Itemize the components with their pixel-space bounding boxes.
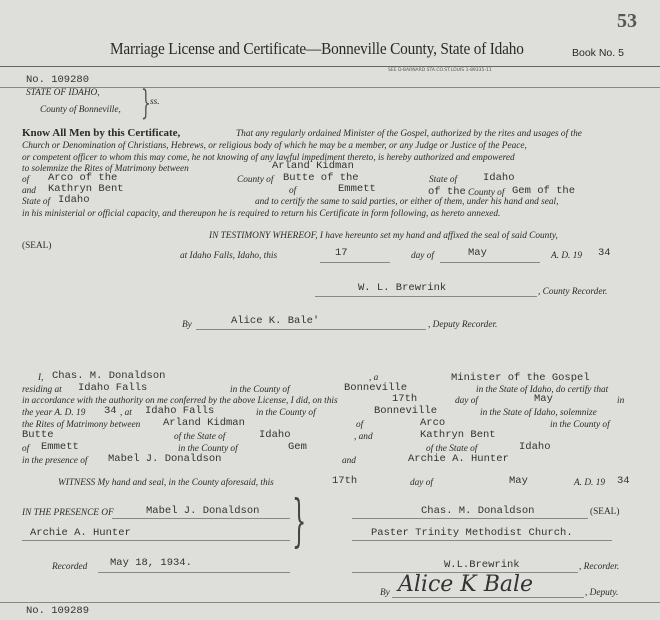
groom-state: Idaho bbox=[259, 429, 291, 441]
deputy-label: , Deputy. bbox=[585, 588, 619, 598]
groom-county: Butte bbox=[22, 429, 54, 441]
page-title: Marriage License and Certificate—Bonneville County, State of Idaho bbox=[110, 39, 524, 58]
ceremony-day: 17th bbox=[392, 393, 418, 405]
bride-name: Kathryn Bent bbox=[420, 429, 496, 441]
bride-city: Emmett bbox=[41, 441, 79, 453]
and-label-w: and bbox=[342, 456, 356, 466]
bride-state: Idaho bbox=[519, 441, 551, 453]
ceremony-month: May bbox=[534, 393, 553, 405]
license-body-4: to solemnize the Rites of Matrimony between bbox=[22, 164, 189, 174]
rule-month bbox=[440, 262, 540, 263]
rule-deputy bbox=[196, 329, 426, 330]
license-bride-state: Idaho bbox=[58, 194, 90, 206]
license-body-3: or competent officer to whom this may come, he not knowing of any lawful impediment thereto, is hereby authorized and empowered bbox=[22, 153, 515, 163]
state-of-label: State of bbox=[429, 175, 458, 185]
county-of-label-2: County of bbox=[468, 188, 505, 198]
witness-day: 17th bbox=[332, 475, 358, 487]
license-bride-name: Kathryn Bent bbox=[48, 183, 124, 195]
year-prefix: the year A. D. 19 bbox=[22, 408, 86, 418]
in-presence-label: IN THE PRESENCE OF bbox=[22, 508, 114, 518]
deputy-recorder-name: Alice K. Bale' bbox=[231, 315, 320, 327]
venue-brace: } bbox=[141, 83, 151, 123]
recorder-label: , Recorder. bbox=[579, 562, 620, 572]
state-heading: STATE OF IDAHO, bbox=[26, 88, 100, 98]
license-groom-state: Idaho bbox=[483, 172, 515, 184]
page-number: 53 bbox=[617, 10, 637, 32]
header-rule bbox=[0, 66, 660, 67]
license-groom-city: Arco of the bbox=[48, 172, 118, 184]
county-seal-label: (SEAL) bbox=[22, 241, 52, 251]
officiant-county: Bonneville bbox=[344, 382, 408, 394]
license-bride-county: Gem of the bbox=[512, 185, 576, 197]
ss-mark: ss. bbox=[150, 97, 160, 107]
rule-deputy-2 bbox=[392, 597, 584, 598]
solemnize-label: in the State of Idaho, solemnize bbox=[480, 408, 597, 418]
printer-mark: SEE D-BARNARD STA.CO.ST.LOUIS 1-89335-11 bbox=[388, 68, 492, 73]
seal-label-2: (SEAL) bbox=[590, 507, 620, 517]
county-recorder-label: , County Recorder. bbox=[538, 287, 608, 297]
bottom-rule bbox=[0, 602, 660, 603]
a-label: , a bbox=[369, 373, 379, 383]
issue-day: 17 bbox=[335, 247, 348, 259]
rule-pw1 bbox=[112, 518, 290, 519]
groom-name: Arland Kidman bbox=[163, 417, 245, 429]
officiant-signature: Chas. M. Donaldson bbox=[421, 505, 535, 517]
license-body-5: and to certify the same to said parties, or either of them, under his hand and seal, bbox=[255, 197, 559, 207]
witness-year: 34 bbox=[617, 475, 630, 487]
county-label-1: in the County of bbox=[230, 385, 290, 395]
license-body-6: in his ministerial or official capacity, and thereupon he is required to return his Certificate in form following, as hereto annexed. bbox=[22, 209, 501, 219]
in-label: in bbox=[617, 396, 625, 406]
ceremony-year: 34 bbox=[104, 405, 117, 417]
license-number: No. 109280 bbox=[26, 74, 90, 86]
officiant-title: Minister of the Gospel bbox=[451, 372, 590, 384]
license-groom-name: Arland Kidman bbox=[272, 160, 354, 172]
recorder-name: W.L.Brewrink bbox=[444, 559, 520, 571]
witness-2: Archie A. Hunter bbox=[408, 453, 509, 465]
certify-label: in the State of Idaho, do certify that bbox=[476, 385, 609, 395]
issue-month: May bbox=[468, 247, 487, 259]
know-all-heading: Know All Men by this Certificate, bbox=[22, 127, 181, 139]
and-label-2: , and bbox=[354, 432, 373, 442]
ad-label: A. D. 19 bbox=[551, 251, 582, 261]
witness-1: Mabel J. Donaldson bbox=[108, 453, 222, 465]
of-label: of bbox=[22, 175, 30, 185]
testimony-line: IN TESTIMONY WHEREOF, I have hereunto set my hand and affixed the seal of said County, bbox=[209, 231, 558, 241]
recorded-label: Recorded bbox=[52, 562, 88, 572]
rites-label: the Rites of Matrimony between bbox=[22, 420, 141, 430]
license-bride-city: Emmett bbox=[338, 183, 376, 195]
rule-sig bbox=[352, 518, 588, 519]
day-of-label-3: day of bbox=[410, 478, 433, 488]
rule-recorder bbox=[315, 296, 537, 297]
presence-witness-2: Archie A. Hunter bbox=[30, 527, 131, 539]
day-of-label-2: day of bbox=[455, 396, 478, 406]
state-label-g: of the State of bbox=[174, 432, 226, 442]
county-recorder-name: W. L. Brewrink bbox=[358, 282, 447, 294]
county-label-2: in the County of bbox=[256, 408, 316, 418]
witness-month: May bbox=[509, 475, 528, 487]
at-label: , at bbox=[120, 408, 132, 418]
book-number: Book No. 5 bbox=[572, 47, 624, 59]
rule-pw2 bbox=[22, 540, 290, 541]
groom-city: Arco bbox=[420, 417, 446, 429]
presence-witness-1: Mabel J. Donaldson bbox=[146, 505, 260, 517]
county-of-label: County of bbox=[237, 175, 274, 185]
by-label: By bbox=[182, 320, 192, 330]
witness-brace: } bbox=[292, 489, 307, 554]
of-label-g: of bbox=[356, 420, 364, 430]
i-label: I, bbox=[38, 373, 44, 383]
ad-label-2: A. D. 19 bbox=[574, 478, 605, 488]
by-label-2: By bbox=[380, 588, 390, 598]
residing-label: residing at bbox=[22, 385, 62, 395]
license-body-2: Church or Denomination of Christians, Hebrews, or religious body of which he may be a member, or any Judge or Justice of the Peace, bbox=[22, 141, 527, 151]
accordance-text: in accordance with the authority on me conferred by the above License, I did, on this bbox=[22, 396, 338, 406]
recorded-date: May 18, 1934. bbox=[110, 557, 192, 569]
license-body-1: That any regularly ordained Minister of the Gospel, authorized by the rites and usages of the bbox=[236, 129, 582, 139]
county-heading: County of Bonneville, bbox=[40, 105, 121, 115]
rule-church bbox=[352, 540, 612, 541]
issue-year: 34 bbox=[598, 247, 611, 259]
ceremony-county: Bonneville bbox=[374, 405, 438, 417]
deputy-recorder-label: , Deputy Recorder. bbox=[428, 320, 498, 330]
officiant-name: Chas. M. Donaldson bbox=[52, 370, 166, 382]
officiant-church: Paster Trinity Methodist Church. bbox=[371, 527, 573, 539]
county-label-4: in the County of bbox=[178, 444, 238, 454]
state-label-b: of the State of bbox=[426, 444, 478, 454]
next-license-number: No. 109289 bbox=[26, 605, 90, 617]
of-the-label: of the bbox=[428, 186, 466, 198]
officiant-residence: Idaho Falls bbox=[78, 382, 148, 394]
and-label: and bbox=[22, 186, 36, 196]
rule-recorded bbox=[98, 572, 290, 573]
of-label-2: of bbox=[289, 186, 297, 196]
issue-place: at Idaho Falls, Idaho, this bbox=[180, 251, 278, 261]
license-groom-county: Butte of the bbox=[283, 172, 359, 184]
ceremony-place: Idaho Falls bbox=[145, 405, 215, 417]
presence-label: in the presence of bbox=[22, 456, 88, 466]
day-of-label: day of bbox=[411, 251, 434, 261]
witness-line: WITNESS My hand and seal, in the County aforesaid, this bbox=[58, 478, 274, 488]
bride-county: Gem bbox=[288, 441, 307, 453]
state-of-label-2: State of bbox=[22, 197, 51, 207]
county-label-3: in the County of bbox=[550, 420, 610, 430]
deputy-signature: Alice K Bale bbox=[398, 572, 534, 597]
rule-day bbox=[320, 262, 390, 263]
of-label-b: of bbox=[22, 444, 30, 454]
